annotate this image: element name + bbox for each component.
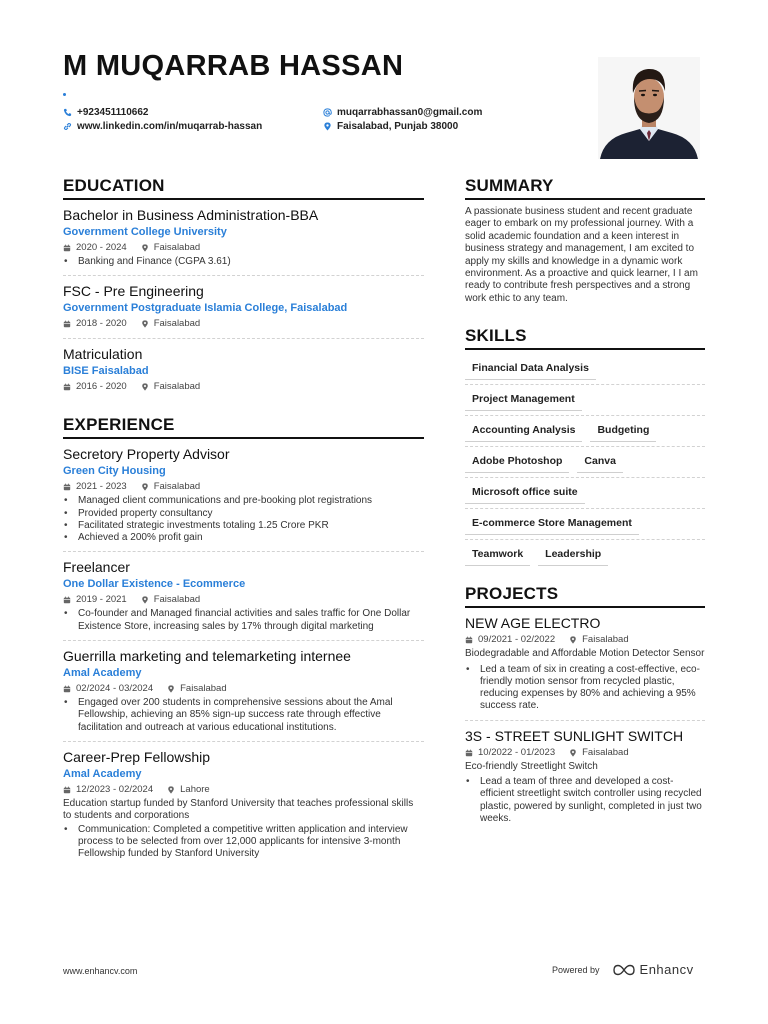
pin-icon — [569, 749, 577, 757]
experience-heading: EXPERIENCE — [63, 415, 424, 439]
skill-tag: Adobe Photoshop — [465, 451, 569, 473]
bullet-item: • Provided property consultancy — [63, 508, 424, 520]
experience-entry — [63, 742, 424, 867]
skill-tag: Microsoft office suite — [465, 482, 585, 504]
contact-location — [323, 121, 458, 132]
skill-tag: Leadership — [538, 544, 608, 566]
profile-photo — [598, 57, 700, 159]
pin-icon — [323, 122, 332, 131]
project-name: 3S - STREET SUNLIGHT SWITCH — [465, 727, 684, 744]
bullet-list — [63, 256, 424, 268]
calendar-icon — [63, 383, 71, 391]
pin-icon — [141, 596, 149, 604]
school-name: Government College University — [63, 226, 227, 238]
skill-tag: Teamwork — [465, 544, 530, 566]
pin-icon — [141, 320, 149, 328]
accent-dot — [63, 93, 66, 96]
brand-logo — [612, 962, 694, 977]
calendar-icon — [63, 483, 71, 491]
skill-row — [465, 540, 705, 570]
calendar-icon — [63, 596, 71, 604]
skill-tag: Financial Data Analysis — [465, 358, 596, 380]
experience-entry — [63, 439, 424, 552]
education-entry — [63, 339, 424, 401]
education-entry — [63, 200, 424, 276]
role-title: Secretory Property Advisor — [63, 446, 230, 463]
contact-phone[interactable] — [63, 107, 148, 118]
project-entry — [465, 608, 705, 720]
entry-meta — [63, 317, 424, 331]
education-heading: EDUCATION — [63, 176, 424, 200]
candidate-name: M MUQARRAB HASSAN — [63, 50, 404, 82]
pin-icon — [141, 383, 149, 391]
calendar-icon — [63, 786, 71, 794]
entry-meta — [63, 593, 424, 607]
phone-icon — [63, 108, 72, 117]
education-entry — [63, 276, 424, 339]
pin-icon — [167, 786, 175, 794]
project-subtitle: Eco-friendly Streetlight Switch — [465, 760, 598, 772]
skill-row — [465, 354, 705, 385]
projects-heading: PROJECTS — [465, 584, 705, 608]
bullet-item: • Facilitated strategic investments totaling 1.25 Crore PKR — [63, 520, 424, 532]
degree-title: Bachelor in Business Administration-BBA — [63, 207, 319, 223]
entry-meta — [63, 783, 424, 797]
skill-tag: Accounting Analysis — [465, 420, 582, 442]
bullet-list — [63, 495, 424, 544]
entry-dates: 12/2023 - 02/2024 — [76, 783, 154, 795]
skills-heading: SKILLS — [465, 326, 705, 350]
calendar-icon — [465, 749, 473, 757]
skill-row — [465, 416, 705, 447]
brand-name: Enhancv — [639, 962, 694, 977]
bullet-item: • Engaged over 200 students in comprehensive sessions about the Amal Fellowship, achieving an 85% sign-up success rate through effective facilitation and outreach at various educational institutions. — [63, 697, 424, 734]
entry-meta — [465, 633, 705, 647]
bullet-item: • Communication: Completed a competitive written application and interview process to be selected from over 12,000 applicants for intensive 3-month Fellowship funded by Stanford University — [63, 824, 424, 861]
entry-meta — [465, 746, 705, 760]
experience-entry — [63, 552, 424, 641]
degree-title: Matriculation — [63, 346, 143, 363]
bullet-list — [63, 697, 424, 734]
skill-tag: Canva — [577, 451, 623, 473]
entry-location: Faisalabad — [153, 594, 201, 606]
pin-icon — [167, 685, 175, 693]
entry-location: Lahore — [180, 783, 210, 795]
bullet-list — [465, 776, 705, 825]
company-name: Amal Academy — [63, 667, 142, 680]
summary-heading: SUMMARY — [465, 176, 705, 200]
entry-dates: 2018 - 2020 — [76, 318, 127, 330]
entry-meta — [63, 480, 424, 494]
pin-icon — [141, 483, 149, 491]
footer-site-link[interactable]: www.enhancv.com — [63, 966, 138, 976]
entry-meta — [63, 380, 424, 394]
company-name: Amal Academy — [63, 767, 142, 780]
company-name: Green City Housing — [63, 465, 166, 478]
powered-by-label: Powered by — [552, 964, 600, 975]
location-text: Faisalabad, Punjab 38000 — [337, 121, 459, 132]
bullet-item: • Led a team of six in creating a cost-effective, eco-friendly motion sensor from recycled plastic, reducing expenses by 80% and achieving a 95% success rate. — [465, 664, 705, 713]
skill-row — [465, 385, 705, 416]
email-text: muqarrabhassan0@gmail.com — [337, 107, 483, 118]
school-name: BISE Faisalabad — [63, 365, 149, 378]
project-entry — [465, 721, 705, 832]
entry-dates: 02/2024 - 03/2024 — [76, 683, 154, 695]
bullet-item: • Co-founder and Managed financial activities and sales traffic for One Dollar Existence Store, increasing sales by 17% through digital marketing — [63, 608, 424, 633]
link-icon — [63, 122, 72, 131]
entry-location: Faisalabad — [153, 242, 201, 253]
linkedin-text: www.linkedin.com/in/muqarrab-hassan — [77, 121, 263, 132]
skill-row — [465, 447, 705, 478]
phone-text: +923451110662 — [77, 107, 149, 118]
project-subtitle: Biodegradable and Affordable Motion Detector Sensor — [465, 648, 705, 660]
entry-dates: 2019 - 2021 — [76, 594, 127, 606]
at-icon — [323, 108, 332, 117]
entry-dates: 10/2022 - 01/2023 — [478, 746, 556, 758]
entry-dates: 2020 - 2024 — [76, 242, 127, 253]
degree-title: FSC - Pre Engineering — [63, 283, 204, 300]
skill-tag: Budgeting — [590, 420, 656, 442]
entry-location: Faisalabad — [582, 746, 629, 758]
contact-linkedin[interactable] — [63, 121, 262, 132]
bullet-item: • Lead a team of three and developed a cost-efficient streetlight switch controller using recycled plastic, powered by sunlight, completed in just two weeks. — [465, 776, 705, 825]
entry-meta — [63, 241, 424, 255]
bullet-item: • Managed client communications and pre-booking plot registrations — [63, 495, 424, 507]
entry-dates: 09/2021 - 02/2022 — [478, 634, 556, 646]
calendar-icon — [63, 244, 71, 252]
calendar-icon — [465, 636, 473, 644]
skills-list — [465, 354, 705, 570]
bullet-list — [465, 664, 705, 713]
project-name: NEW AGE ELECTRO — [465, 615, 601, 632]
skill-row — [465, 478, 705, 509]
skill-row — [465, 509, 705, 540]
entry-location: Faisalabad — [180, 683, 227, 695]
role-title: Freelancer — [63, 559, 130, 576]
entry-meta — [63, 682, 424, 696]
entry-dates: 2016 - 2020 — [76, 381, 127, 393]
entry-description: Education startup funded by Stanford University that teaches professional skills to students and corporations — [63, 797, 414, 822]
entry-location: Faisalabad — [582, 634, 629, 646]
entry-dates: 2021 - 2023 — [76, 481, 127, 493]
school-name: Government Postgraduate Islamia College, Faisalabad — [63, 302, 348, 315]
footer-branding[interactable] — [552, 962, 694, 977]
role-title: Career-Prep Fellowship — [63, 748, 211, 765]
right-column — [465, 176, 705, 832]
company-name: One Dollar Existence - Ecommerce — [63, 578, 246, 591]
experience-entry — [63, 641, 424, 742]
contact-email[interactable] — [323, 107, 482, 118]
role-title: Guerrilla marketing and telemarketing internee — [63, 648, 351, 665]
entry-location: Faisalabad — [153, 318, 201, 330]
bullet-list — [63, 608, 424, 633]
calendar-icon — [63, 320, 71, 328]
summary-text: A passionate business student and recent graduate eager to embark on my professional journey. With a solid academic foundation and a keen interest in business strategy and management, I am excited to apply my skills and knowledge in a dynamic work environment. As a proactive and quick learner, I I am ready to contribute fresh perspectives and a strong work ethic to any team. — [465, 206, 698, 304]
skill-tag: Project Management — [465, 389, 582, 411]
left-column — [63, 176, 424, 867]
enhancv-logo-icon — [612, 964, 636, 976]
pin-icon — [141, 244, 149, 252]
bullet-item: • Achieved a 200% profit gain — [63, 532, 424, 544]
entry-location: Faisalabad — [153, 381, 201, 393]
bullet-list — [63, 824, 424, 861]
entry-location: Faisalabad — [153, 481, 201, 493]
calendar-icon — [63, 685, 71, 693]
bullet-item: • Banking and Finance (CGPA 3.61) — [63, 256, 424, 268]
pin-icon — [569, 636, 577, 644]
skill-tag: E-commerce Store Management — [465, 513, 639, 535]
